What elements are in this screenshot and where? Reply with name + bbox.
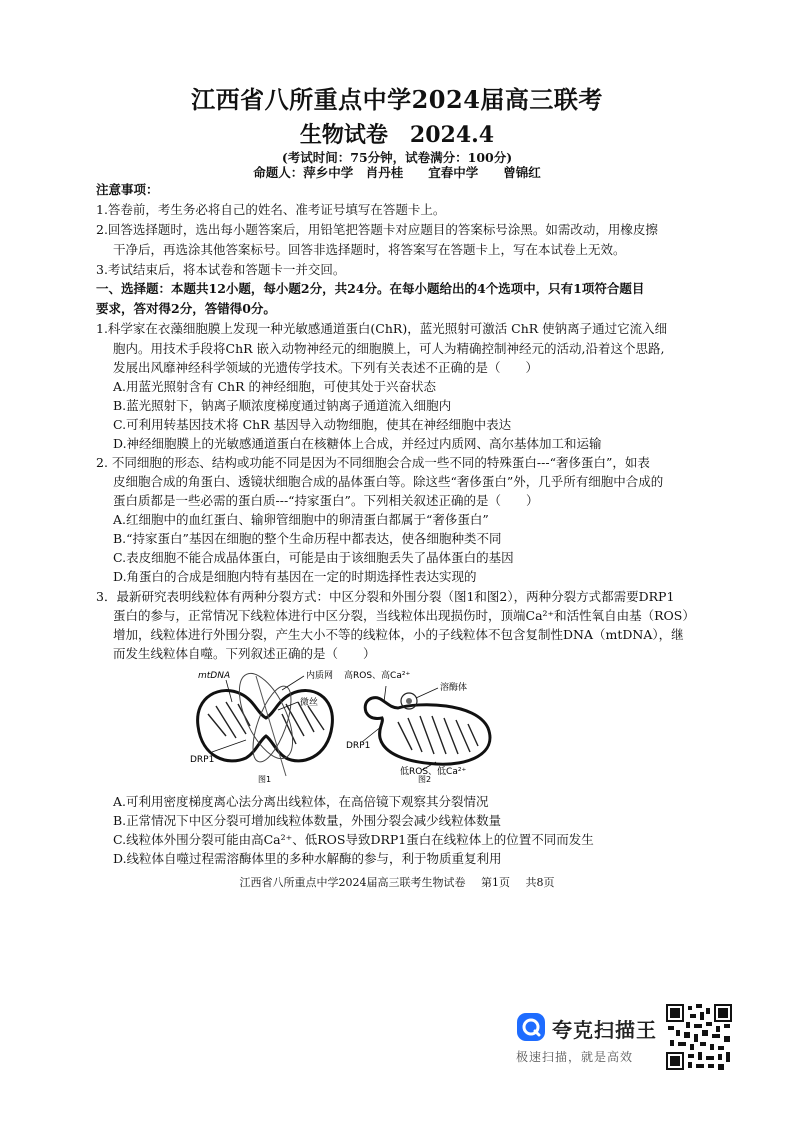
scanner-logo-icon bbox=[516, 1012, 546, 1042]
q1-stem-line-1: 1.科学家在衣藻细胞膜上发现一种光敏感通道蛋白(ChR)，蓝光照射可激活 ChR 使钠离子通过它流入细 bbox=[96, 321, 668, 336]
q3-stem-line-2: 蛋白的参与，正常情况下线粒体进行中区分裂，当线粒体出现损伤时，顶端Ca²⁺和活性氧自由基（ROS） bbox=[113, 608, 695, 623]
q3-option-d: D.线粒体自噬过程需溶酶体里的多种水解酶的参与，利于物质重复利用 bbox=[113, 851, 502, 866]
note-3: 3.考试结束后，将本试卷和答题卡一并交回。 bbox=[96, 262, 346, 277]
scanner-watermark bbox=[512, 1008, 662, 1068]
page-footer bbox=[0, 874, 794, 890]
footer-total: 共8页 bbox=[525, 876, 555, 889]
q1-option-c: C.可利用转基因技术将 ChR 基因导入动物细胞，使其在神经细胞中表达 bbox=[113, 417, 512, 432]
section-heading-line-1: 一、选择题：本题共12小题，每小题2分，共24分。在每小题给出的4个选项中，只有1项符合题目 bbox=[96, 281, 645, 296]
q3-option-a: A.可利用密度梯度离心法分离出线粒体，在高倍镜下观察其分裂情况 bbox=[113, 794, 489, 809]
scanner-app-name: 夸克扫描王 bbox=[552, 1018, 657, 1042]
figure-1 bbox=[190, 666, 333, 784]
footer-text: 江西省八所重点中学2024届高三联考生物试卷 bbox=[239, 876, 466, 889]
fig1-label-drp1: DRP1 bbox=[190, 755, 215, 765]
q2-stem-line-3: 蛋白质都是一些必需的蛋白质---“持家蛋白”。下列相关叙述正确的是（ ） bbox=[113, 493, 539, 508]
qr-code-icon bbox=[666, 1004, 732, 1070]
q1-option-a: A.用蓝光照射含有 ChR 的神经细胞，可使其处于兴奋状态 bbox=[113, 379, 436, 394]
notes-heading: 注意事项： bbox=[96, 182, 159, 197]
q3-stem-line-1: 3．最新研究表明线粒体有两种分裂方式：中区分裂和外围分裂（图1和图2），两种分裂方式都需要DRP1 bbox=[96, 589, 675, 604]
fig2-caption: 图2 bbox=[418, 775, 432, 784]
note-2-line-2: 干净后，再选涂其他答案标号。回答非选择题时，将答案写在答题卡上，写在本试卷上无效。 bbox=[113, 242, 626, 257]
q2-option-c: C.表皮细胞不能合成晶体蛋白，可能是由于该细胞丢失了晶体蛋白的基因 bbox=[113, 550, 514, 565]
q1-option-d: D.神经细胞膜上的光敏感通道蛋白在核糖体上合成，并经过内质网、高尔基体加工和运输 bbox=[113, 436, 602, 451]
q1-stem-line-2: 胞内。用技术手段将ChR 嵌入动物神经元的细胞膜上，可人为精确控制神经元的活动,沿着这个思路, bbox=[113, 341, 665, 356]
q3-stem-line-4: 而发生线粒体自噬。下列叙述正确的是（ ） bbox=[113, 646, 376, 661]
fig2-lysosome-core bbox=[406, 698, 412, 704]
note-1: 1.答卷前，考生务必将自己的姓名、准考证号填写在答题卡上。 bbox=[96, 202, 446, 217]
q1-option-b: B.蓝光照射下，钠离子顺浓度梯度通过钠离子通道流入细胞内 bbox=[113, 398, 452, 413]
exam-authors: 命题人：萍乡中学 肖丹桂 宜春中学 曾锦红 bbox=[253, 165, 541, 180]
fig2-leader-top bbox=[384, 686, 386, 702]
q2-option-d: D.角蛋白的合成是细胞内特有基因在一定的时期选择性表达实现的 bbox=[113, 569, 477, 584]
fig1-leader-er bbox=[282, 676, 304, 690]
figure-2 bbox=[344, 669, 490, 784]
fig1-label-mtdna: mtDNA bbox=[198, 671, 231, 681]
fig1-label-mt: 微丝 bbox=[300, 698, 319, 708]
fig2-label-lys: 溶酶体 bbox=[440, 683, 468, 693]
q2-option-a: A.红细胞中的血红蛋白、输卵管细胞中的卵清蛋白都属于“奢侈蛋白” bbox=[113, 512, 489, 527]
q3-stem-line-3: 增加，线粒体进行外围分裂，产生大小不等的线粒体，小的子线粒体不包含复制性DNA（mtDNA），继 bbox=[113, 627, 684, 642]
q2-option-b: B.“持家蛋白”基因在细胞的整个生命历程中都表达，使各细胞种类不同 bbox=[113, 531, 502, 546]
q3-option-c: C.线粒体外围分裂可能由高Ca²⁺、低ROS导致DRP1蛋白在线粒体上的位置不同而发生 bbox=[113, 832, 594, 847]
fig1-caption: 图1 bbox=[258, 775, 272, 784]
footer-page: 第1页 bbox=[481, 876, 510, 889]
mitochondria-figure bbox=[186, 666, 506, 784]
q1-stem-line-3: 发展出风靡神经科学领域的光遗传学技术。下列有关表述不正确的是（ ） bbox=[113, 360, 539, 375]
fig2-leader-lys bbox=[416, 688, 438, 698]
q3-option-b: B.正常情况下中区分裂可增加线粒体数量，外围分裂会减少线粒体数量 bbox=[113, 813, 502, 828]
fig2-label-drp1: DRP1 bbox=[346, 741, 371, 751]
exam-info: (考试时间：75分钟，试卷满分：100分) bbox=[281, 150, 513, 165]
q2-stem-line-1: 2. 不同细胞的形态、结构或功能不同是因为不同细胞会合成一些不同的特殊蛋白---“奢侈蛋白”，如表 bbox=[96, 455, 650, 470]
fig2-label-bottom: 低ROS、低Ca²⁺ bbox=[400, 767, 467, 777]
page-subtitle: 生物试卷 2024.4 bbox=[299, 122, 495, 148]
page-title: 江西省八所重点中学2024届高三联考 bbox=[191, 85, 603, 114]
note-2-line-1: 2.回答选择题时，选出每小题答案后，用铅笔把答题卡对应题目的答案标号涂黑。如需改动，用橡皮擦 bbox=[96, 222, 658, 237]
fig2-label-top: 高ROS、高Ca²⁺ bbox=[344, 671, 411, 681]
fig1-label-er: 内质网 bbox=[306, 671, 334, 681]
q2-stem-line-2: 皮细胞合成的角蛋白、透镜状细胞合成的晶体蛋白等。除这些“奢侈蛋白”外，几乎所有细胞中合成的 bbox=[113, 474, 664, 489]
scanner-slogan: 极速扫描，就是高效 bbox=[516, 1050, 634, 1064]
section-heading-line-2: 要求，答对得2分，答错得0分。 bbox=[96, 301, 276, 316]
